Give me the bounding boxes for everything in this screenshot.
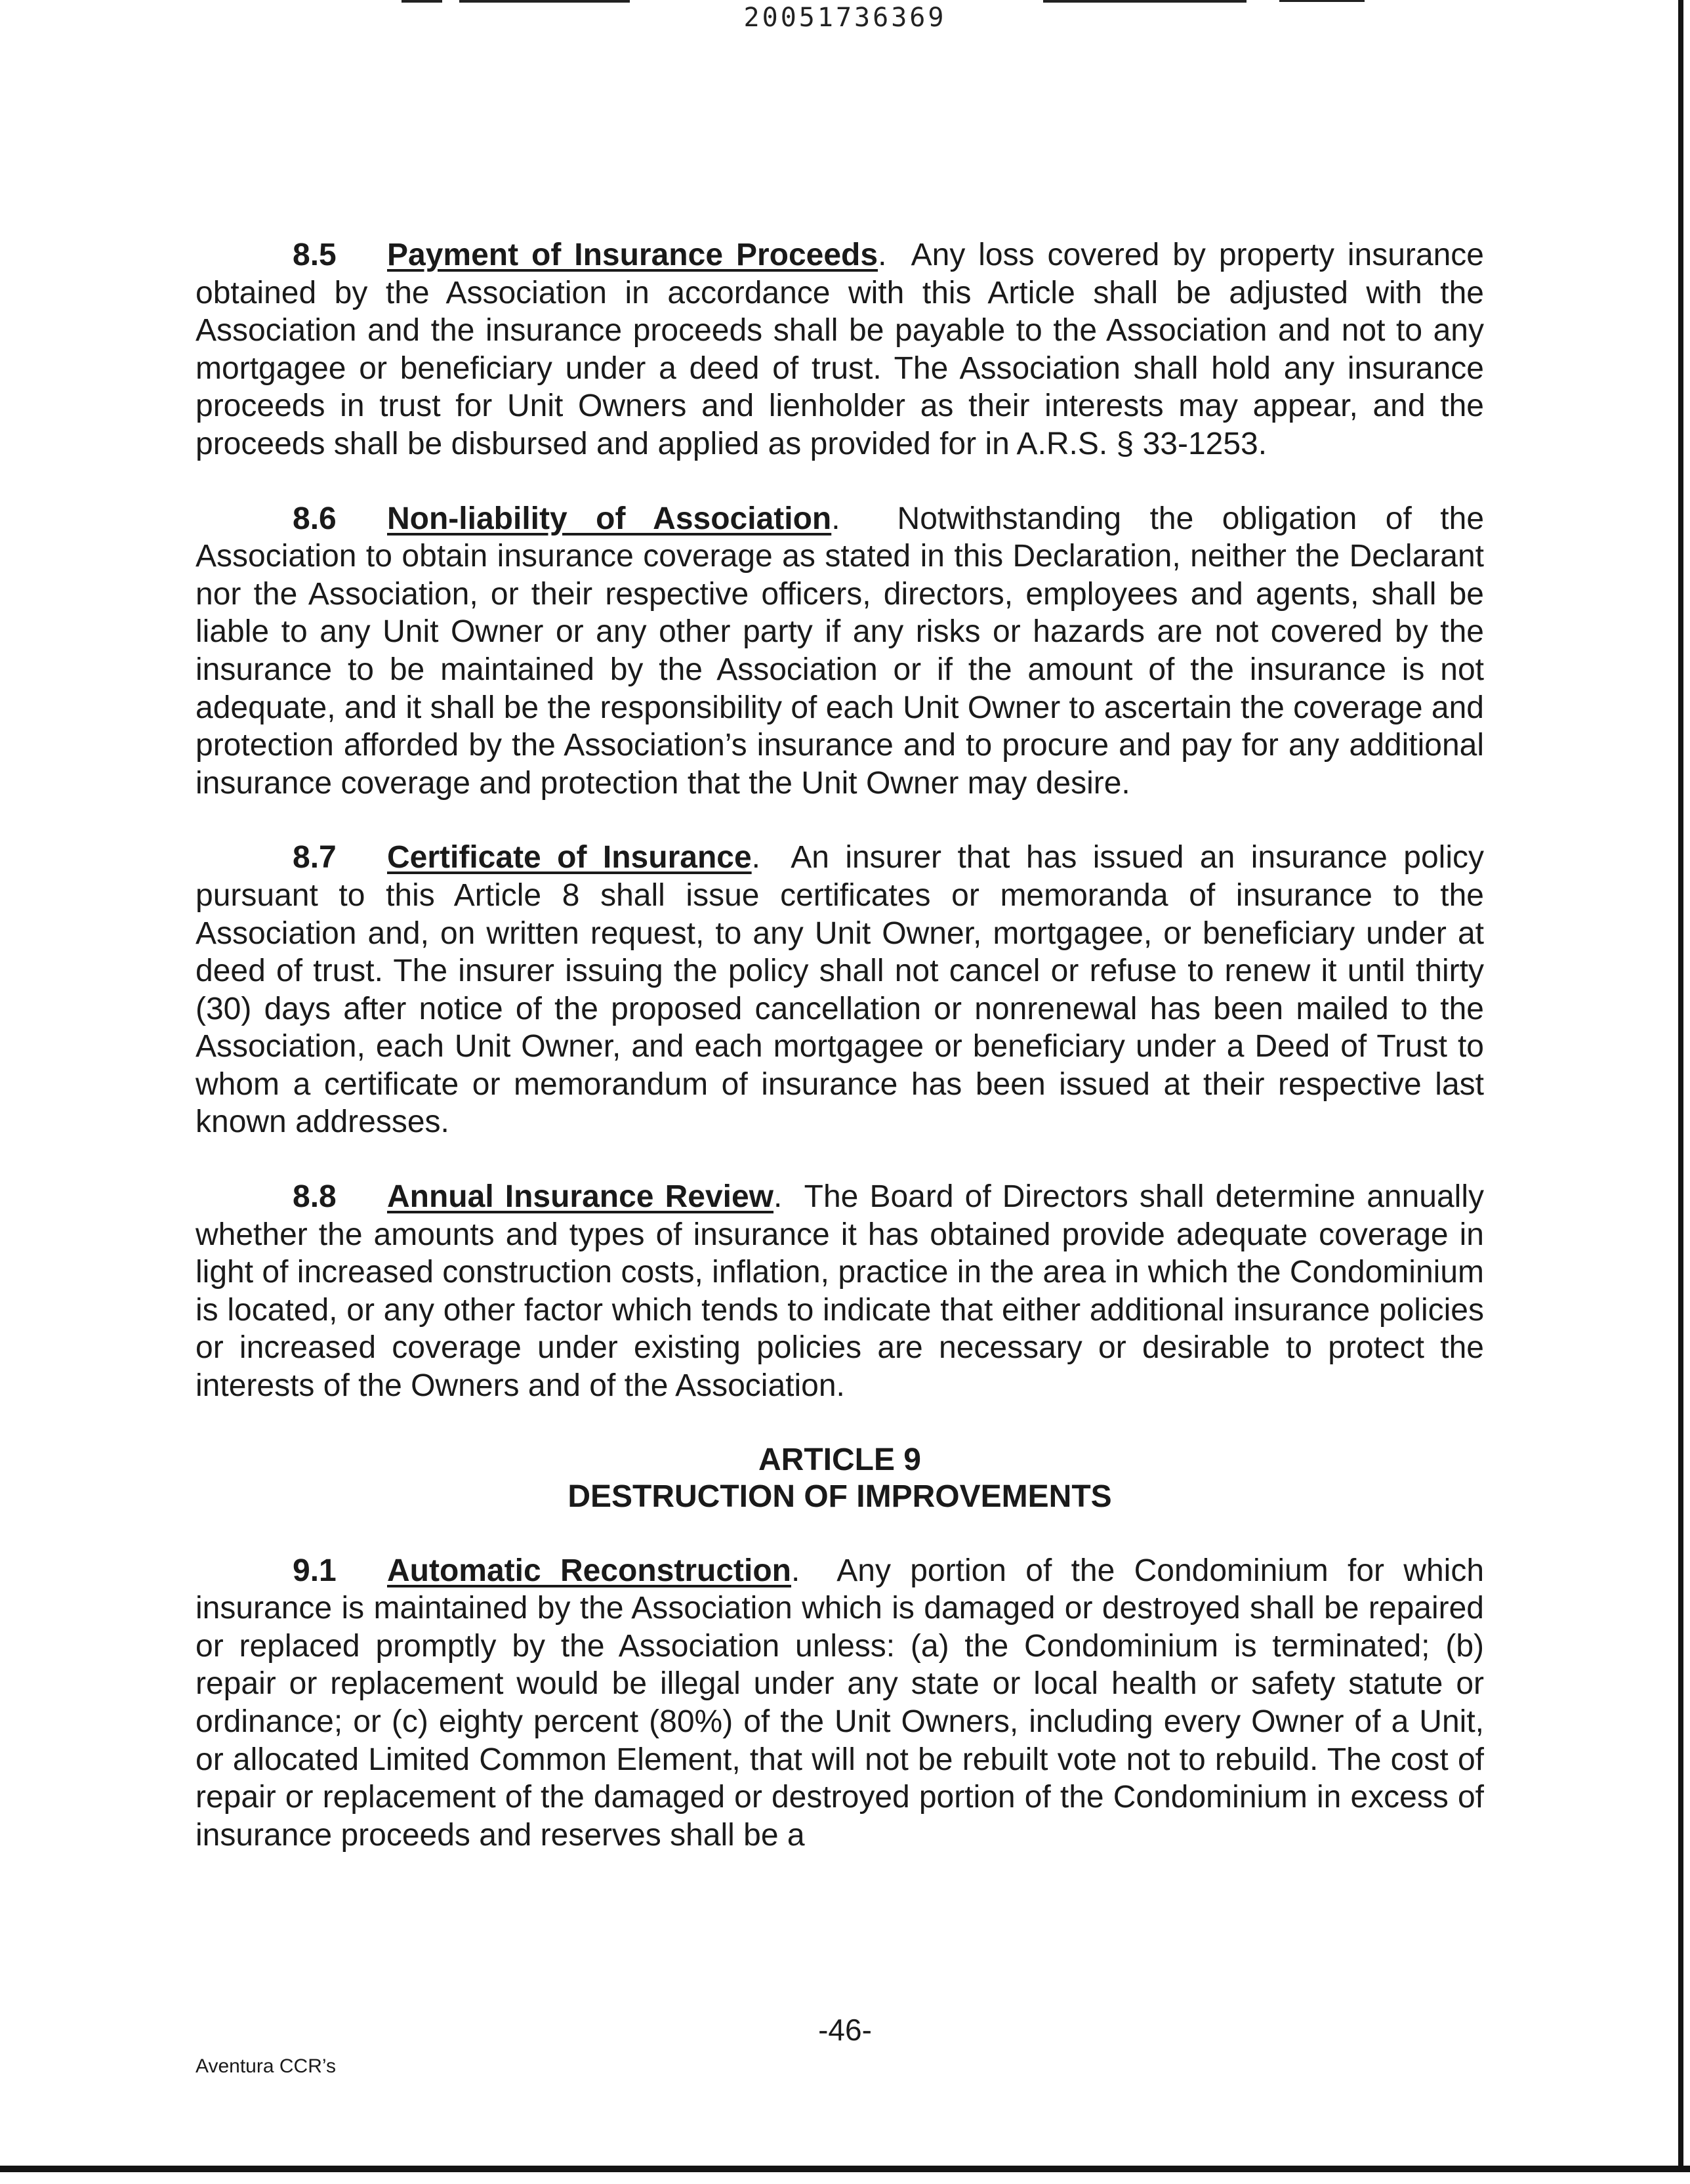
document-number: 20051736369 bbox=[743, 3, 947, 33]
scan-edge-mark bbox=[1279, 0, 1365, 2]
section-title: Payment of Insurance Proceeds bbox=[387, 238, 878, 272]
section-number: 8.5 bbox=[293, 238, 337, 272]
section-text: Any portion of the Condominium for which insurance is maintained by the Association which is damaged or destroyed shall be repaired or replaced promptly by the Association unless: (a) the Condominium is terminated; (b) repair or replacement would be illegal under any state or local health or safety statute or ordinance; or (c) eighty percent (80%) of the Unit Owners, including every Owner of a Unit, or allocated Limited Common Element, that will not be rebuilt vote not to rebuild. The cost of repair or replacement of the damaged or destroyed portion of the Condominium in excess of insurance proceeds and reserves shall be a bbox=[196, 1553, 1485, 1853]
section-text: Any loss covered by property insurance obtained by the Association in accordance with this Article shall be adjusted with the Association and the insurance proceeds shall be payable to the Association and not to any mortgagee or beneficiary under a deed of trust. The Association shall hold any insurance proceeds in trust for Unit Owners and lienholder as their interests may appear, and the proceeds shall be disbursed and applied as provided for in A.R.S. § 33-1253. bbox=[196, 238, 1484, 461]
section-title: Certificate of Insurance bbox=[387, 840, 752, 875]
section-8-5: 8.5 Payment of Insurance Proceeds. Any loss covered by property insurance obtained by the Association in accordance with this Article shall be adjusted with the Association and the insurance proceeds shall be payable to the Association and not to any mortgagee or beneficiary under a deed of trust. The Association shall hold any insurance proceeds in trust for Unit Owners and lienholder as their interests may appear, and the proceeds shall be disbursed and applied as provided for in A.R.S. § 33-1253. bbox=[196, 238, 1484, 461]
section-number: 9.1 bbox=[293, 1553, 337, 1588]
page-number: -46- bbox=[818, 2013, 872, 2047]
footer-label: Aventura CCR’s bbox=[196, 2055, 336, 2077]
section-title: Annual Insurance Review bbox=[387, 1179, 774, 1215]
section-text: An insurer that has issued an insurance policy pursuant to this Article 8 shall issue certificates or memoranda of insurance to the Association and, on written request, to any Unit Owner, mortgagee, or beneficiary under at deed of trust. The insurer issuing the policy shall not cancel or refuse to renew it until thirty (30) days after notice of the proposed cancellation or nonrenewal has been mailed to the Association, each Unit Owner, and each mortgagee or beneficiary under a Deed of Trust to whom a certificate or memorandum of insurance has been issued at their respective last known addresses. bbox=[196, 840, 1485, 1140]
article-subheading: DESTRUCTION OF IMPROVEMENTS bbox=[567, 1479, 1112, 1514]
section-title: Automatic Reconstruction bbox=[387, 1553, 791, 1588]
section-8-6: 8.6 Non-liability of Association. Notwithstanding the obligation of the Association to obtain insurance coverage as stated in this Declaration, neither the Declarant nor the Association, or their respective officers, directors, employees and agents, shall be liable to any Unit Owner or any other party if any risks or hazards are not covered by the insurance to be maintained by the Association or if the amount of the insurance is not adequate, and it shall be the responsibility of each Unit Owner to ascertain the coverage and protection afforded by the Association’s insurance and to procure and pay for any additional insurance coverage and protection that the Unit Owner may desire. bbox=[196, 501, 1485, 801]
section-8-7: 8.7 Certificate of Insurance. An insurer that has issued an insurance policy pursuant to this Article 8 shall issue certificates or memoranda of insurance to the Association and, on written request, to any Unit Owner, mortgagee, or beneficiary under at deed of trust. The insurer issuing the policy shall not cancel or refuse to renew it until thirty (30) days after notice of the proposed cancellation or nonrenewal has been mailed to the Association, each Unit Owner, and each mortgagee or beneficiary under a Deed of Trust to whom a certificate or memorandum of insurance has been issued at their respective last known addresses. bbox=[196, 840, 1485, 1140]
section-number: 8.7 bbox=[293, 840, 337, 875]
scan-edge-bottom bbox=[0, 2166, 1690, 2172]
section-text: Notwithstanding the obligation of the Association to obtain insurance coverage as stated in this Declaration, neither the Declarant nor the Association, or their respective officers, directors, employees and agents, shall be liable to any Unit Owner or any other party if any risks or hazards are not covered by the insurance to be maintained by the Association or if the amount of the insurance is not adequate, and it shall be the responsibility of each Unit Owner to ascertain the coverage and protection afforded by the Association’s insurance and to procure and pay for any additional insurance coverage and protection that the Unit Owner may desire. bbox=[196, 501, 1485, 801]
section-8-8: 8.8 Annual Insurance Review. The Board of Directors shall determine annually whether the amounts and types of insurance it has obtained provide adequate coverage in light of increased construction costs, inflation, practice in the area in which the Condominium is located, or any other factor which tends to indicate that either additional insurance policies or increased coverage under existing policies are necessary or desirable to protect the interests of the Owners and of the Association. bbox=[196, 1179, 1484, 1404]
scan-margin-bottom bbox=[0, 2172, 1690, 2184]
section-title: Non-liability of Association bbox=[387, 501, 832, 536]
section-text: The Board of Directors shall determine annually whether the amounts and types of insurance it has obtained provide adequate coverage in light of increased construction costs, inflation, practice in the area in which the Condominium is located, or any other factor which tends to indicate that either additional insurance policies or increased coverage under existing policies are necessary or desirable to protect the interests of the Owners and of the Association. bbox=[196, 1179, 1484, 1404]
section-number: 8.6 bbox=[293, 501, 337, 536]
section-9-1: 9.1 Automatic Reconstruction. Any portion of the Condominium for which insurance is maintained by the Association which is damaged or destroyed shall be repaired or replaced promptly by the Association unless: (a) the Condominium is terminated; (b) repair or replacement would be illegal under any state or local health or safety statute or ordinance; or (c) eighty percent (80%) of the Unit Owners, including every Owner of a Unit, or allocated Limited Common Element, that will not be rebuilt vote not to rebuild. The cost of repair or replacement of the damaged or destroyed portion of the Condominium in excess of insurance proceeds and reserves shall be a bbox=[196, 1553, 1485, 1853]
scan-edge-right bbox=[1678, 0, 1683, 2184]
section-number: 8.8 bbox=[293, 1179, 337, 1215]
article-heading-block bbox=[196, 1442, 1484, 1515]
article-heading: ARTICLE 9 bbox=[758, 1442, 921, 1477]
document-body bbox=[196, 236, 1484, 1891]
